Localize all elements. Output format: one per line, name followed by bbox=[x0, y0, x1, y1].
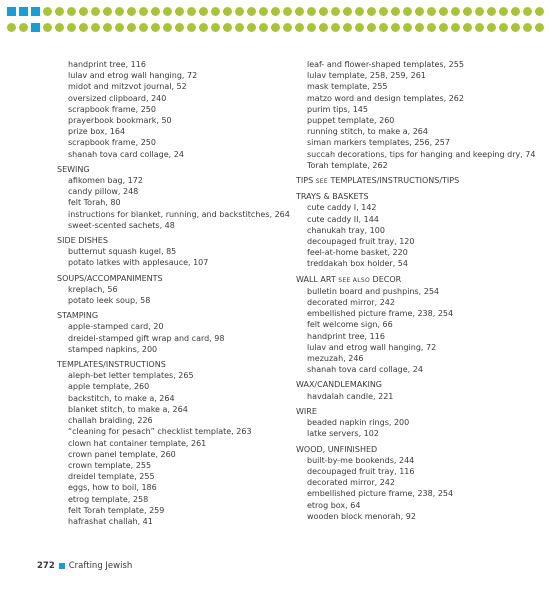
index-entry: lulav template, 258, 259, 261 bbox=[307, 71, 426, 81]
heading-text: TIPS bbox=[296, 176, 314, 186]
index-entry: felt Torah, 80 bbox=[68, 198, 121, 208]
index-entry: felt welcome sign, 66 bbox=[307, 320, 393, 330]
green-dot-icon bbox=[415, 23, 424, 32]
dot-row bbox=[7, 23, 547, 34]
index-entry: shanah tova card collage, 24 bbox=[68, 149, 184, 159]
green-dot-icon bbox=[259, 23, 268, 32]
green-dot-icon bbox=[55, 23, 64, 32]
cross-reference-label: SEE ALSO bbox=[338, 276, 370, 284]
index-entry: havdalah candle, 221 bbox=[307, 391, 394, 401]
green-dot-icon bbox=[379, 23, 388, 32]
green-dot-icon bbox=[175, 23, 184, 32]
index-entry: chanukah tray, 100 bbox=[307, 225, 385, 235]
green-dot-icon bbox=[103, 23, 112, 32]
index-entry: backstitch, to make a, 264 bbox=[68, 393, 175, 403]
green-dot-icon bbox=[175, 7, 184, 16]
index-heading bbox=[296, 175, 546, 187]
green-dot-icon bbox=[451, 7, 460, 16]
index-entry: leaf- and flower-shaped templates, 255 bbox=[307, 60, 464, 69]
index-entry: potato latkes with applesauce, 107 bbox=[68, 258, 209, 268]
green-dot-icon bbox=[211, 7, 220, 16]
index-entry: crown template, 255 bbox=[68, 460, 152, 470]
index-entry: midot and mitzvot journal, 52 bbox=[68, 82, 187, 92]
index-entry: potato leek soup, 58 bbox=[68, 296, 151, 306]
page-footer bbox=[37, 561, 132, 571]
green-dot-icon bbox=[187, 7, 196, 16]
green-dot-icon bbox=[511, 7, 520, 16]
index-entry: “cleaning for pesach” checklist template, 263 bbox=[68, 427, 252, 437]
green-dot-icon bbox=[115, 23, 124, 32]
heading-text: SIDE DISHES bbox=[57, 236, 108, 246]
index-entry: apple template, 260 bbox=[68, 382, 150, 392]
index-entry: built-by-me bookends, 244 bbox=[307, 455, 415, 465]
green-dot-icon bbox=[307, 7, 316, 16]
green-dot-icon bbox=[379, 7, 388, 16]
index-entry: feel-at-home basket, 220 bbox=[307, 248, 408, 258]
index-heading bbox=[57, 164, 282, 175]
index-heading bbox=[296, 274, 546, 286]
decorative-dot-border bbox=[7, 7, 547, 39]
index-entry: afikomen bag, 172 bbox=[68, 176, 143, 186]
index-entry: embellished picture frame, 238, 254 bbox=[307, 309, 454, 319]
green-dot-icon bbox=[403, 23, 412, 32]
green-dot-icon bbox=[439, 7, 448, 16]
index-entry: treddakah box holder, 54 bbox=[307, 259, 408, 269]
green-dot-icon bbox=[91, 7, 100, 16]
green-dot-icon bbox=[43, 23, 52, 32]
green-dot-icon bbox=[475, 7, 484, 16]
index-entry: decoupaged fruit tray, 120 bbox=[307, 237, 415, 247]
green-dot-icon bbox=[355, 7, 364, 16]
green-dot-icon bbox=[151, 23, 160, 32]
heading-text: WIRE bbox=[296, 406, 317, 416]
green-dot-icon bbox=[247, 23, 256, 32]
index-column-right bbox=[296, 59, 546, 522]
green-dot-icon bbox=[259, 7, 268, 16]
green-dot-icon bbox=[319, 7, 328, 16]
heading-text: SOUPS/ACCOMPANIMENTS bbox=[57, 273, 163, 283]
cross-reference-label: SEE bbox=[315, 178, 328, 186]
green-dot-icon bbox=[391, 7, 400, 16]
index-entry: purim tips, 145 bbox=[307, 104, 368, 114]
index-entry: challah braiding, 226 bbox=[68, 416, 153, 426]
heading-text: TEMPLATES/INSTRUCTIONS bbox=[57, 360, 166, 370]
index-entry: scrapbook frame, 250 bbox=[68, 104, 156, 114]
index-entry: latke servers, 102 bbox=[307, 429, 379, 439]
green-dot-icon bbox=[247, 7, 256, 16]
index-heading bbox=[57, 273, 282, 284]
green-dot-icon bbox=[499, 23, 508, 32]
green-dot-icon bbox=[343, 23, 352, 32]
index-heading bbox=[296, 379, 546, 390]
green-dot-icon bbox=[139, 23, 148, 32]
index-entry: puppet template, 260 bbox=[307, 116, 395, 126]
green-dot-icon bbox=[391, 23, 400, 32]
index-entry: etrog template, 258 bbox=[68, 494, 149, 504]
green-dot-icon bbox=[367, 7, 376, 16]
index-entry: apple-stamped card, 20 bbox=[68, 322, 164, 332]
green-dot-icon bbox=[511, 23, 520, 32]
index-entry: etrog box, 64 bbox=[307, 500, 361, 510]
green-dot-icon bbox=[79, 23, 88, 32]
index-heading bbox=[296, 191, 546, 202]
green-dot-icon bbox=[223, 7, 232, 16]
green-dot-icon bbox=[487, 23, 496, 32]
index-entry: lulav and etrog wall hanging, 72 bbox=[68, 71, 198, 81]
index-heading bbox=[296, 406, 546, 417]
green-dot-icon bbox=[139, 7, 148, 16]
index-entry: shanah tova card collage, 24 bbox=[307, 365, 423, 375]
green-dot-icon bbox=[343, 7, 352, 16]
green-dot-icon bbox=[283, 7, 292, 16]
green-dot-icon bbox=[463, 7, 472, 16]
index-entry: Torah template, 262 bbox=[307, 160, 388, 170]
index-entry: dreidel-stamped gift wrap and card, 98 bbox=[68, 333, 225, 343]
heading-text: WALL ART bbox=[296, 274, 336, 284]
index-heading bbox=[57, 359, 282, 370]
index-entry: mezuzah, 246 bbox=[307, 354, 364, 364]
green-dot-icon bbox=[187, 23, 196, 32]
book-title: Crafting Jewish bbox=[68, 561, 133, 571]
index-entry: butternut squash kugel, 85 bbox=[68, 247, 177, 257]
index-entry: siman markers templates, 256, 257 bbox=[307, 138, 450, 148]
index-entry: decorated mirror, 242 bbox=[307, 298, 395, 308]
dot-row bbox=[7, 7, 547, 18]
index-entry: decorated mirror, 242 bbox=[307, 478, 395, 488]
square-bullet-icon bbox=[59, 563, 65, 569]
green-dot-icon bbox=[199, 23, 208, 32]
green-dot-icon bbox=[55, 7, 64, 16]
green-dot-icon bbox=[115, 7, 124, 16]
index-entry: embellished picture frame, 238, 254 bbox=[307, 489, 454, 499]
index-entry: handprint tree, 116 bbox=[68, 60, 146, 69]
index-entry: beaded napkin rings, 200 bbox=[307, 418, 410, 428]
index-entry: prayerbook bookmark, 50 bbox=[68, 116, 172, 126]
green-dot-icon bbox=[199, 7, 208, 16]
heading-text: STAMPING bbox=[57, 311, 99, 321]
green-dot-icon bbox=[295, 7, 304, 16]
green-dot-icon bbox=[535, 7, 544, 16]
green-dot-icon bbox=[127, 23, 136, 32]
green-dot-icon bbox=[427, 7, 436, 16]
index-entry: lulav and etrog wall hanging, 72 bbox=[307, 342, 437, 352]
green-dot-icon bbox=[427, 23, 436, 32]
green-dot-icon bbox=[523, 7, 532, 16]
green-dot-icon bbox=[295, 23, 304, 32]
index-entry: succah decorations, tips for hanging and keeping dry, 74 bbox=[307, 149, 536, 159]
green-dot-icon bbox=[319, 23, 328, 32]
green-dot-icon bbox=[271, 23, 280, 32]
green-dot-icon bbox=[451, 23, 460, 32]
index-heading bbox=[296, 444, 546, 455]
index-entry: prize box, 164 bbox=[68, 127, 126, 137]
index-entry: bulletin board and pushpins, 254 bbox=[307, 286, 440, 296]
green-dot-icon bbox=[235, 23, 244, 32]
green-dot-icon bbox=[499, 7, 508, 16]
heading-text: SEWING bbox=[57, 164, 90, 174]
green-dot-icon bbox=[163, 23, 172, 32]
index-entry: sweet-scented sachets, 48 bbox=[68, 220, 175, 230]
green-dot-icon bbox=[463, 23, 472, 32]
index-entry: matzo word and design templates, 262 bbox=[307, 93, 464, 103]
index-entry: eggs, how to boil, 186 bbox=[68, 483, 157, 493]
blue-square-icon bbox=[19, 7, 28, 16]
green-dot-icon bbox=[127, 7, 136, 16]
page-number: 272 bbox=[37, 561, 55, 571]
heading-text: TRAYS & BASKETS bbox=[296, 192, 369, 202]
index-entry: running stitch, to make a, 264 bbox=[307, 127, 428, 137]
green-dot-icon bbox=[535, 23, 544, 32]
index-entry: handprint tree, 116 bbox=[307, 331, 385, 341]
green-dot-icon bbox=[307, 23, 316, 32]
green-dot-icon bbox=[235, 7, 244, 16]
cross-reference-target: TEMPLATES/INSTRUCTIONS/TIPS bbox=[330, 176, 460, 186]
heading-text: WOOD, UNFINISHED bbox=[296, 444, 378, 454]
green-dot-icon bbox=[211, 23, 220, 32]
index-entry: dreidel template, 255 bbox=[68, 472, 155, 482]
green-dot-icon bbox=[367, 23, 376, 32]
green-dot-icon bbox=[7, 23, 16, 32]
index-entry: cute caddy II, 144 bbox=[307, 214, 379, 224]
green-dot-icon bbox=[163, 7, 172, 16]
green-dot-icon bbox=[415, 7, 424, 16]
green-dot-icon bbox=[19, 23, 28, 32]
green-dot-icon bbox=[103, 7, 112, 16]
index-entry: stamped napkins, 200 bbox=[68, 344, 158, 354]
index-entry: wooden block menorah, 92 bbox=[307, 511, 416, 521]
index-entry: candy pillow, 248 bbox=[68, 187, 139, 197]
green-dot-icon bbox=[355, 23, 364, 32]
green-dot-icon bbox=[523, 23, 532, 32]
cross-reference-target: DECOR bbox=[372, 274, 402, 284]
blue-square-icon bbox=[31, 23, 40, 32]
index-entry: felt Torah template, 259 bbox=[68, 505, 165, 515]
green-dot-icon bbox=[439, 23, 448, 32]
green-dot-icon bbox=[475, 23, 484, 32]
green-dot-icon bbox=[487, 7, 496, 16]
index-entry: decoupaged fruit tray, 116 bbox=[307, 466, 415, 476]
index-entry: mask template, 255 bbox=[307, 82, 388, 92]
index-entry: scrapbook frame, 250 bbox=[68, 138, 156, 148]
index-entry: cute caddy I, 142 bbox=[307, 203, 377, 213]
green-dot-icon bbox=[271, 7, 280, 16]
index-entry: clown hat container template, 261 bbox=[68, 438, 207, 448]
green-dot-icon bbox=[151, 7, 160, 16]
blue-square-icon bbox=[7, 7, 16, 16]
green-dot-icon bbox=[403, 7, 412, 16]
green-dot-icon bbox=[223, 23, 232, 32]
index-entry: oversized clipboard, 240 bbox=[68, 93, 167, 103]
index-entry: aleph-bet letter templates, 265 bbox=[68, 371, 194, 381]
index-column-left bbox=[57, 59, 290, 527]
green-dot-icon bbox=[79, 7, 88, 16]
index-entry: blanket stitch, to make a, 264 bbox=[68, 404, 188, 414]
index-heading bbox=[57, 235, 282, 246]
index-heading bbox=[57, 310, 282, 321]
green-dot-icon bbox=[331, 7, 340, 16]
heading-text: WAX/CANDLEMAKING bbox=[296, 380, 382, 390]
green-dot-icon bbox=[283, 23, 292, 32]
green-dot-icon bbox=[67, 7, 76, 16]
green-dot-icon bbox=[67, 23, 76, 32]
index-entry: hafrashat challah, 41 bbox=[68, 516, 153, 526]
index-entry: crown panel template, 260 bbox=[68, 449, 176, 459]
blue-square-icon bbox=[31, 7, 40, 16]
index-entry: kreplach, 56 bbox=[68, 284, 118, 294]
green-dot-icon bbox=[43, 7, 52, 16]
index-entry: instructions for blanket, running, and backstitches, 264 bbox=[68, 209, 290, 219]
green-dot-icon bbox=[331, 23, 340, 32]
green-dot-icon bbox=[91, 23, 100, 32]
